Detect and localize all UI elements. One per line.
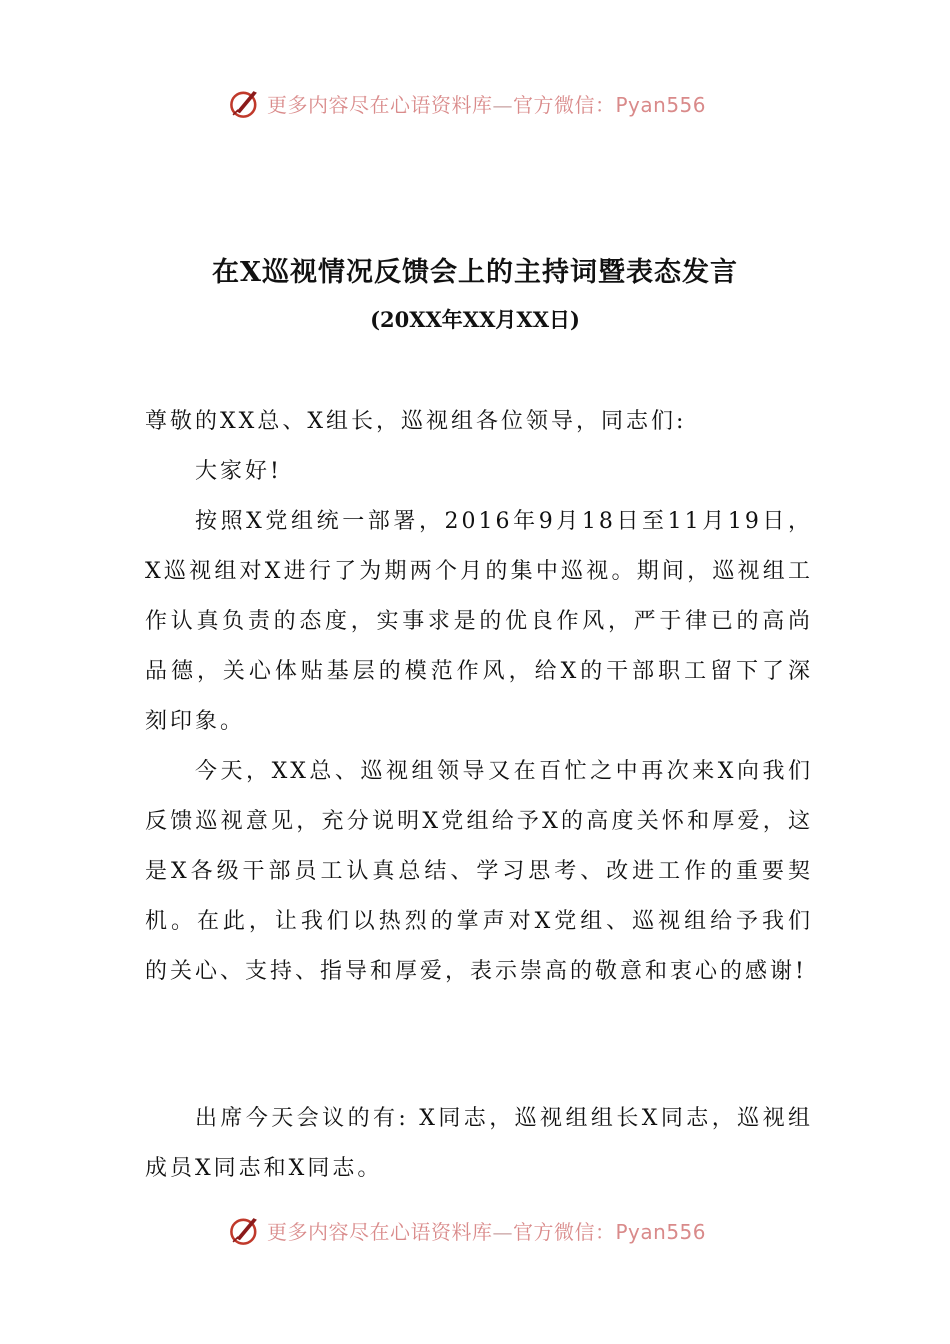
salutation: 尊敬的XX总、X组长，巡视组各位领导，同志们: xyxy=(145,409,687,434)
quill-seal-icon xyxy=(228,86,262,120)
document-date: (20XX年XX月XX日) xyxy=(370,307,580,332)
watermark-main: 更多内容尽在心语资料库 xyxy=(267,92,493,117)
watermark-id: Pyan556 xyxy=(615,92,707,117)
document-title: 在X巡视情况反馈会上的主持词暨表态发言 xyxy=(212,257,738,288)
footer-watermark xyxy=(228,1210,706,1250)
watermark-dash: — xyxy=(492,1219,513,1244)
watermark-label: 官方微信： xyxy=(513,92,616,117)
paragraph-3: 出席今天会议的有: X同志，巡视组组长X同志，巡视组成员X同志和X同志。 xyxy=(145,1106,813,1181)
watermark-id: Pyan556 xyxy=(615,1219,707,1244)
header-watermark xyxy=(228,83,706,123)
watermark-dash: — xyxy=(492,92,513,117)
watermark-text xyxy=(267,1216,706,1245)
watermark-text xyxy=(267,89,706,118)
paragraph-1: 按照X党组统一部署，2016年9月18日至11月19日，X巡视组对X进行了为期两个月的集中巡视。期间，巡视组工作认真负责的态度，实事求是的优良作风，严于律已的高尚品德，关心体贴基层的模范作风，给X的干部职工留下了深刻印象。 xyxy=(145,509,813,734)
paragraph-2: 今天，XX总、巡视组领导又在百忙之中再次来X向我们反馈巡视意见，充分说明X党组给予X的高度关怀和厚爱，这是X各级干部员工认真总结、学习思考、改进工作的重要契机。在此，让我们以热烈的掌声对X党组、巡视组给予我们的关心、支持、指导和厚爱，表示崇高的敬意和衷心的感谢! xyxy=(145,759,813,984)
watermark-main: 更多内容尽在心语资料库 xyxy=(267,1219,493,1244)
watermark-label: 官方微信： xyxy=(513,1219,616,1244)
quill-seal-icon xyxy=(228,1213,262,1247)
greeting: 大家好! xyxy=(195,459,282,484)
